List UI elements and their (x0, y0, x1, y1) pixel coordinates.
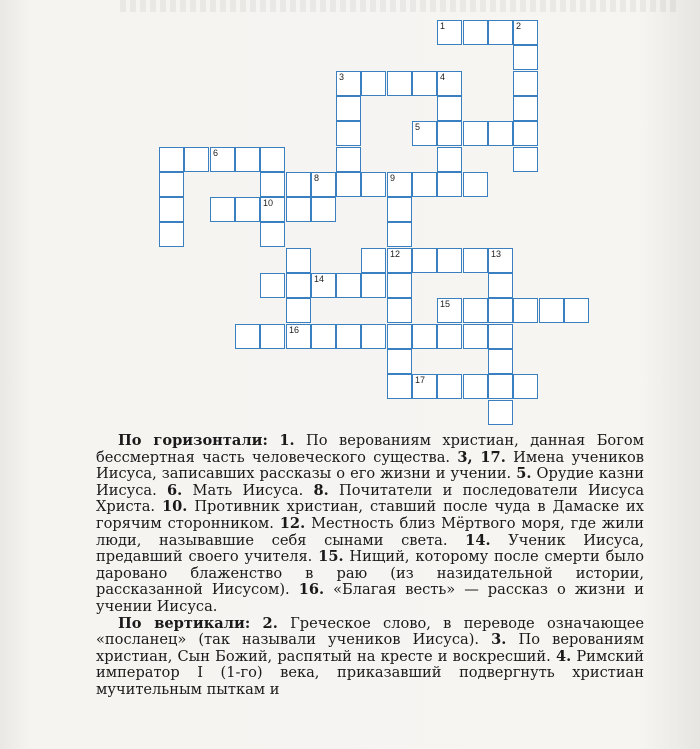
crossword-cell (463, 324, 488, 349)
crossword-cell (286, 248, 311, 273)
clue-text-down: Римский император I (1-го) века, приказавший подвергнуть христиан мучительным пыткам и (96, 647, 644, 698)
crossword-cell (387, 374, 412, 399)
crossword-cell (463, 374, 488, 399)
clue-number: 3 (339, 72, 345, 82)
down-heading: По вертикали: (118, 614, 251, 632)
crossword-cell (437, 374, 462, 399)
crossword-cell (361, 248, 386, 273)
crossword-cell (513, 121, 538, 146)
crossword-cell (437, 121, 462, 146)
crossword-cell (513, 20, 538, 45)
crossword-cell (463, 121, 488, 146)
clue-text-across: По верованиям христиан, данная Богом бессмертная часть человеческого существа. (96, 432, 645, 466)
clue-text-across: Орудие казни Иисуса. (96, 465, 645, 499)
across-heading: По горизонтали: (118, 432, 268, 449)
crossword-cell (260, 197, 285, 222)
crossword-cell (159, 172, 184, 197)
down-clues (96, 616, 644, 699)
crossword-cell (488, 20, 513, 45)
clue-number-down: 4. (555, 647, 572, 665)
crossword-cell (361, 71, 386, 96)
crossword-cell (437, 20, 462, 45)
clue-text-across: Мать Иисуса. (192, 481, 304, 499)
across-clues (96, 433, 644, 616)
crossword-cell (437, 172, 462, 197)
clue-text-down: Греческое слово, в переводе означающее «посланец» (так называли учеников Иисуса). (96, 614, 645, 649)
clue-text-across: «Благая весть» — рассказ о жизни и учении Иисуса. (96, 581, 645, 615)
crossword-cell (513, 71, 538, 96)
clue-number: 9 (390, 173, 396, 183)
crossword-cell (488, 121, 513, 146)
clue-number-across: 6. (167, 481, 183, 499)
crossword-cell (260, 222, 285, 247)
clue-number: 14 (314, 274, 325, 284)
crossword-cell (412, 248, 437, 273)
crossword-cell (463, 172, 488, 197)
clue-number: 12 (390, 249, 401, 259)
crossword-cell (361, 324, 386, 349)
crossword-cell (539, 298, 564, 323)
clue-number: 1 (440, 21, 446, 31)
clues-section (96, 433, 644, 699)
crossword-cell (235, 324, 260, 349)
crossword-cell (513, 147, 538, 172)
clue-number: 5 (415, 122, 421, 132)
crossword-cell (260, 273, 285, 298)
crossword-cell (437, 147, 462, 172)
crossword-cell (286, 324, 311, 349)
clue-number: 16 (289, 325, 300, 335)
crossword-cell (286, 197, 311, 222)
clue-text-across: Местность близ Мёртвого моря, где жили люди, называвшие себя сынами света. (96, 514, 645, 549)
crossword-cell (184, 147, 209, 172)
crossword-cell (463, 248, 488, 273)
crossword-cell (437, 324, 462, 349)
clue-number-across: 15. (318, 548, 344, 566)
crossword-cell (311, 273, 336, 298)
clue-text-across: Нищий, которому после смерти было даровано блаженство в раю (из назидательной истории, рассказанной Иисусом). (96, 548, 645, 599)
clue-number-across: 14. (465, 531, 491, 549)
clue-number: 10 (263, 198, 274, 208)
clue-text-across: Противник христиан, ставший после чуда в Дамаске их горячим сторонником. (96, 498, 645, 532)
crossword-cell (387, 273, 412, 298)
clue-number-across: 8. (313, 481, 329, 499)
crossword-cell (210, 197, 235, 222)
crossword-cell (437, 298, 462, 323)
crossword-cell (336, 147, 361, 172)
clue-text-across: Ученик Иисуса, предавший своего учителя. (96, 531, 644, 566)
crossword-cell (387, 172, 412, 197)
clue-number: 6 (213, 148, 219, 158)
clue-number: 4 (440, 72, 446, 82)
clue-text-down: По верованиям христиан, Сын Божий, распятый на кресте и воскресший. (96, 631, 645, 665)
clue-number-down: 3. (491, 631, 507, 649)
crossword-cell (513, 374, 538, 399)
crossword-cell (387, 197, 412, 222)
crossword-cell (412, 172, 437, 197)
crossword-cell (336, 172, 361, 197)
clue-number-across: 5. (516, 465, 532, 483)
clue-number-across: 16. (298, 581, 325, 599)
crossword-cell (159, 147, 184, 172)
crossword-cell (437, 248, 462, 273)
crossword-cell (463, 298, 488, 323)
crossword-cell (488, 298, 513, 323)
clue-number: 17 (415, 375, 426, 385)
crossword-cell (260, 172, 285, 197)
clue-text-across: Почитатели и последователи Иисуса Христа. (96, 481, 645, 516)
clue-number: 15 (440, 299, 451, 309)
crossword-cell (488, 349, 513, 374)
crossword-cell (311, 172, 336, 197)
crossword-cell (336, 96, 361, 121)
clue-number: 13 (491, 249, 502, 259)
crossword-cell (437, 96, 462, 121)
crossword-cell (286, 273, 311, 298)
crossword-cell (311, 197, 336, 222)
crossword-cell (488, 374, 513, 399)
clue-number-across: 1. (279, 432, 295, 449)
crossword-cell (235, 147, 260, 172)
crossword-cell (311, 324, 336, 349)
crossword-cell (387, 324, 412, 349)
clue-text-across: Имена учеников Иисуса, записавших рассказы о его жизни и учении. (96, 448, 645, 483)
crossword-cell (488, 273, 513, 298)
crossword-cell (437, 71, 462, 96)
crossword-cell (513, 45, 538, 70)
across-clue-list (96, 432, 644, 615)
crossword-cell (387, 349, 412, 374)
crossword-cell (159, 197, 184, 222)
crossword-cell (286, 298, 311, 323)
crossword-cell (513, 298, 538, 323)
crossword-cell (564, 298, 589, 323)
crossword-cell (361, 172, 386, 197)
crossword-cell (286, 172, 311, 197)
crossword-cell (412, 71, 437, 96)
crossword-cell (336, 71, 361, 96)
crossword-cell (387, 222, 412, 247)
crossword-cell (336, 121, 361, 146)
crossword-cell (488, 324, 513, 349)
clue-number: 2 (516, 21, 522, 31)
crossword-cell (412, 121, 437, 146)
clue-number-across: 12. (279, 514, 306, 532)
crossword-cell (463, 20, 488, 45)
crossword-cell (412, 374, 437, 399)
crossword-cell (235, 197, 260, 222)
crossword-cell (412, 324, 437, 349)
crossword-cell (260, 147, 285, 172)
clue-number: 8 (314, 173, 320, 183)
crossword-cell (513, 96, 538, 121)
crossword-cell (159, 222, 184, 247)
crossword-cell (488, 400, 513, 425)
clue-number-across: 3, 17. (457, 448, 506, 466)
clue-number-down: 2. (262, 614, 278, 632)
crossword-cell (260, 324, 285, 349)
crossword-cell (361, 273, 386, 298)
crossword-cell (210, 147, 235, 172)
crossword-cell (387, 248, 412, 273)
crossword-cell (336, 273, 361, 298)
crossword-cell (387, 298, 412, 323)
crossword-cell (387, 71, 412, 96)
crossword-cell (488, 248, 513, 273)
crossword-cell (336, 324, 361, 349)
clue-number-across: 10. (161, 498, 188, 516)
